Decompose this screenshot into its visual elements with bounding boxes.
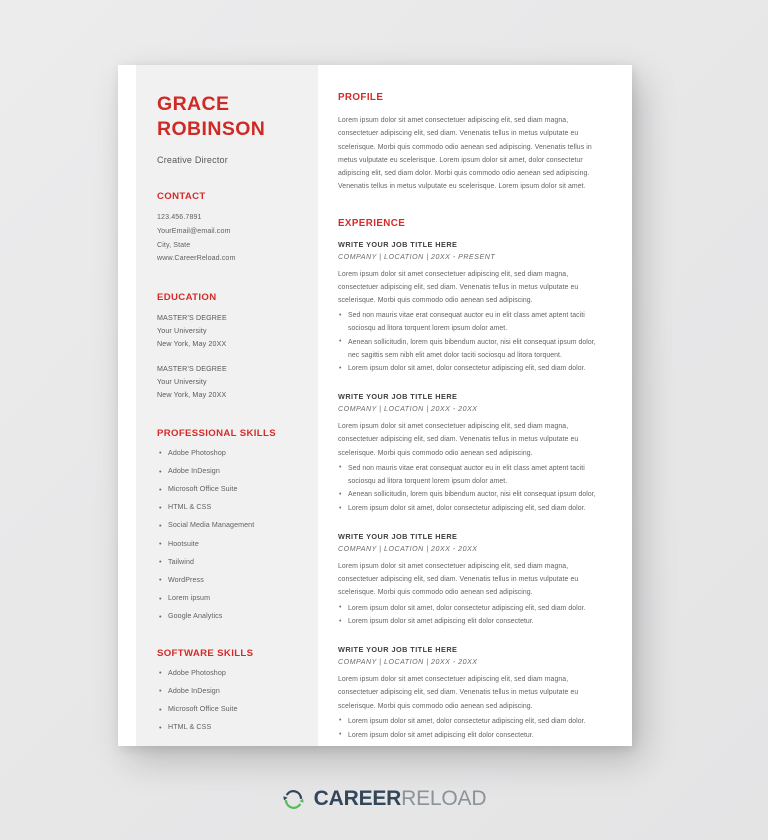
education-section (157, 292, 298, 402)
list-item: • Social Media Management (157, 520, 298, 531)
brand-primary-text: CAREER (313, 787, 402, 810)
job-summary: Lorem ipsum dolor sit amet consectetuer adipiscing elit, sed diam magna, consectetuer adipiscing elit, sed diam. Venenatis tellus in metus vulputate eu scelerisque. Morbi quis commodo odio aenean sed adipiscing. (338, 562, 579, 597)
experience-entry (338, 532, 602, 629)
list-item: • Sed non mauris vitae erat consequat auctor eu in elit class amet aptent taciti sociosqu ad litora torquent lorem ipsum dolor amet. (338, 310, 602, 336)
resume-main-column (318, 65, 632, 746)
job-title: WRITE YOUR JOB TITLE HERE (338, 531, 458, 541)
candidate-role: Creative Director (157, 154, 228, 165)
experience-entry (338, 645, 602, 742)
list-item: • Microsoft Office Suite (157, 704, 298, 715)
candidate-first-name: GRACE (157, 93, 230, 115)
brand-wordmark (314, 787, 487, 811)
job-title: WRITE YOUR JOB TITLE HERE (338, 645, 458, 655)
education-heading: EDUCATION (157, 292, 217, 304)
contact-heading: CONTACT (157, 190, 206, 202)
job-bullet-list (338, 463, 602, 516)
education-entry (157, 312, 298, 351)
list-item: • Lorem ipsum dolor sit amet adipiscing elit dolor consectetur. (338, 616, 602, 629)
experience-section (338, 218, 602, 743)
list-item: • Microsoft Office Suite (157, 484, 298, 495)
list-item: • HTML & CSS (157, 722, 298, 733)
education-school: Your University (157, 377, 207, 386)
job-meta: COMPANY | LOCATION | 20XX - PRESENT (338, 252, 496, 261)
list-item: • Hootsuite (157, 539, 298, 550)
contact-email: YourEmail@email.com (157, 226, 231, 235)
list-item: • Lorem ipsum (157, 593, 298, 604)
list-item: • Lorem ipsum dolor sit amet adipiscing elit dolor consectetur. (338, 730, 602, 743)
professional-skills-heading: PROFESSIONAL SKILLS (157, 427, 276, 439)
profile-text: Lorem ipsum dolor sit amet consectetuer adipiscing elit, sed diam magna, consectetuer adipiscing elit, sed diam. Venenatis tellus in metus vulputate eu scelerisque. Morbi quis commodo odio aenean sed adipiscing. Venenatis tellus in metus vulputate eu scelerisque. Lorem ipsum dolor sit amet, dolor consectetur adipiscing elit, sed diam dolor. Morbi quis commodo odio aenean sed adipiscing. Venenatis tellus in metus vulputate eu scelerisque. Lorem ipsum dolor sit amet. (338, 117, 592, 191)
list-item: • Aenean sollicitudin, lorem quis bibendum auctor, nisi elit consequat ipsum dolor, (338, 489, 602, 502)
brand-secondary-text: RELOAD (401, 787, 487, 810)
list-item: • Lorem ipsum dolor sit amet, dolor consectetur adipiscing elit, sed diam dolor. (338, 603, 602, 616)
list-item: • Adobe InDesign (157, 686, 298, 697)
contact-website: www.CareerReload.com (157, 254, 236, 263)
list-item: • Adobe Photoshop (157, 668, 298, 679)
education-location: New York, May 20XX (157, 340, 227, 349)
education-entry (157, 363, 298, 402)
list-item: • Adobe InDesign (157, 466, 298, 477)
software-skills-heading: SOFTWARE SKILLS (157, 647, 254, 659)
list-item: • Aenean sollicitudin, lorem quis bibendum auctor, nisi elit consequat ipsum dolor, nec sagittis sem nibh elit amet dolor taciti sociosqu ad litora torquent. (338, 337, 602, 363)
professional-skills-list (157, 448, 298, 622)
list-item: • HTML & CSS (157, 502, 298, 513)
list-item: • Tailwind (157, 557, 298, 568)
software-skills-section (157, 648, 298, 733)
job-meta: COMPANY | LOCATION | 20XX - 20XX (338, 658, 478, 667)
job-summary: Lorem ipsum dolor sit amet consectetuer adipiscing elit, sed diam magna, consectetuer adipiscing elit, sed diam. Venenatis tellus in metus vulputate eu scelerisque. Morbi quis commodo odio aenean sed adipiscing. (338, 676, 579, 710)
job-bullet-list (338, 603, 602, 630)
job-title: WRITE YOUR JOB TITLE HERE (338, 239, 458, 249)
education-degree: MASTER'S DEGREE (157, 364, 227, 373)
education-school: Your University (157, 327, 207, 336)
list-item: • Adobe Photoshop (157, 448, 298, 459)
resume-document (118, 65, 632, 746)
list-item: • Lorem ipsum dolor sit amet, dolor consectetur adipiscing elit, sed diam dolor. (338, 503, 602, 516)
education-degree: MASTER'S DEGREE (157, 314, 227, 323)
contact-location: City, State (157, 240, 191, 249)
job-bullet-list (338, 310, 602, 376)
list-item: • WordPress (157, 575, 298, 586)
job-summary: Lorem ipsum dolor sit amet consectetuer adipiscing elit, sed diam magna, consectetuer adipiscing elit, sed diam. Venenatis tellus in metus vulputate eu scelerisque. Morbi quis commodo odio aenean sed adipiscing. (338, 270, 579, 304)
job-summary: Lorem ipsum dolor sit amet consectetuer adipiscing elit, sed diam magna, consectetuer adipiscing elit, sed diam. Venenatis tellus in metus vulputate eu scelerisque. Morbi quis commodo odio aenean sed adipiscing. (338, 423, 579, 457)
site-branding (0, 787, 768, 811)
professional-skills-section (157, 428, 298, 622)
candidate-last-name: ROBINSON (157, 117, 266, 140)
experience-entry (338, 392, 602, 516)
job-meta: COMPANY | LOCATION | 20XX - 20XX (338, 405, 478, 414)
job-title: WRITE YOUR JOB TITLE HERE (338, 392, 458, 402)
job-meta: COMPANY | LOCATION | 20XX - 20XX (338, 544, 478, 553)
education-location: New York, May 20XX (157, 390, 227, 399)
list-item: • Lorem ipsum dolor sit amet, dolor consectetur adipiscing elit, sed diam dolor. (338, 363, 602, 376)
contact-phone: 123.456.7891 (157, 212, 202, 221)
profile-section (338, 92, 602, 194)
experience-entry (338, 240, 602, 377)
candidate-name-block (157, 92, 298, 165)
resume-sidebar (136, 65, 318, 746)
software-skills-list (157, 668, 298, 733)
profile-heading: PROFILE (338, 92, 384, 103)
refresh-circular-arrows-icon (282, 788, 305, 811)
contact-section (157, 191, 298, 266)
experience-heading: EXPERIENCE (338, 217, 406, 229)
list-item: • Lorem ipsum dolor sit amet, dolor consectetur adipiscing elit, sed diam dolor. (338, 716, 602, 729)
list-item: • Google Analytics (157, 611, 298, 622)
job-bullet-list (338, 716, 602, 743)
list-item: • Sed non mauris vitae erat consequat auctor eu in elit class amet aptent taciti sociosqu ad litora torquent lorem ipsum dolor amet. (338, 463, 602, 489)
